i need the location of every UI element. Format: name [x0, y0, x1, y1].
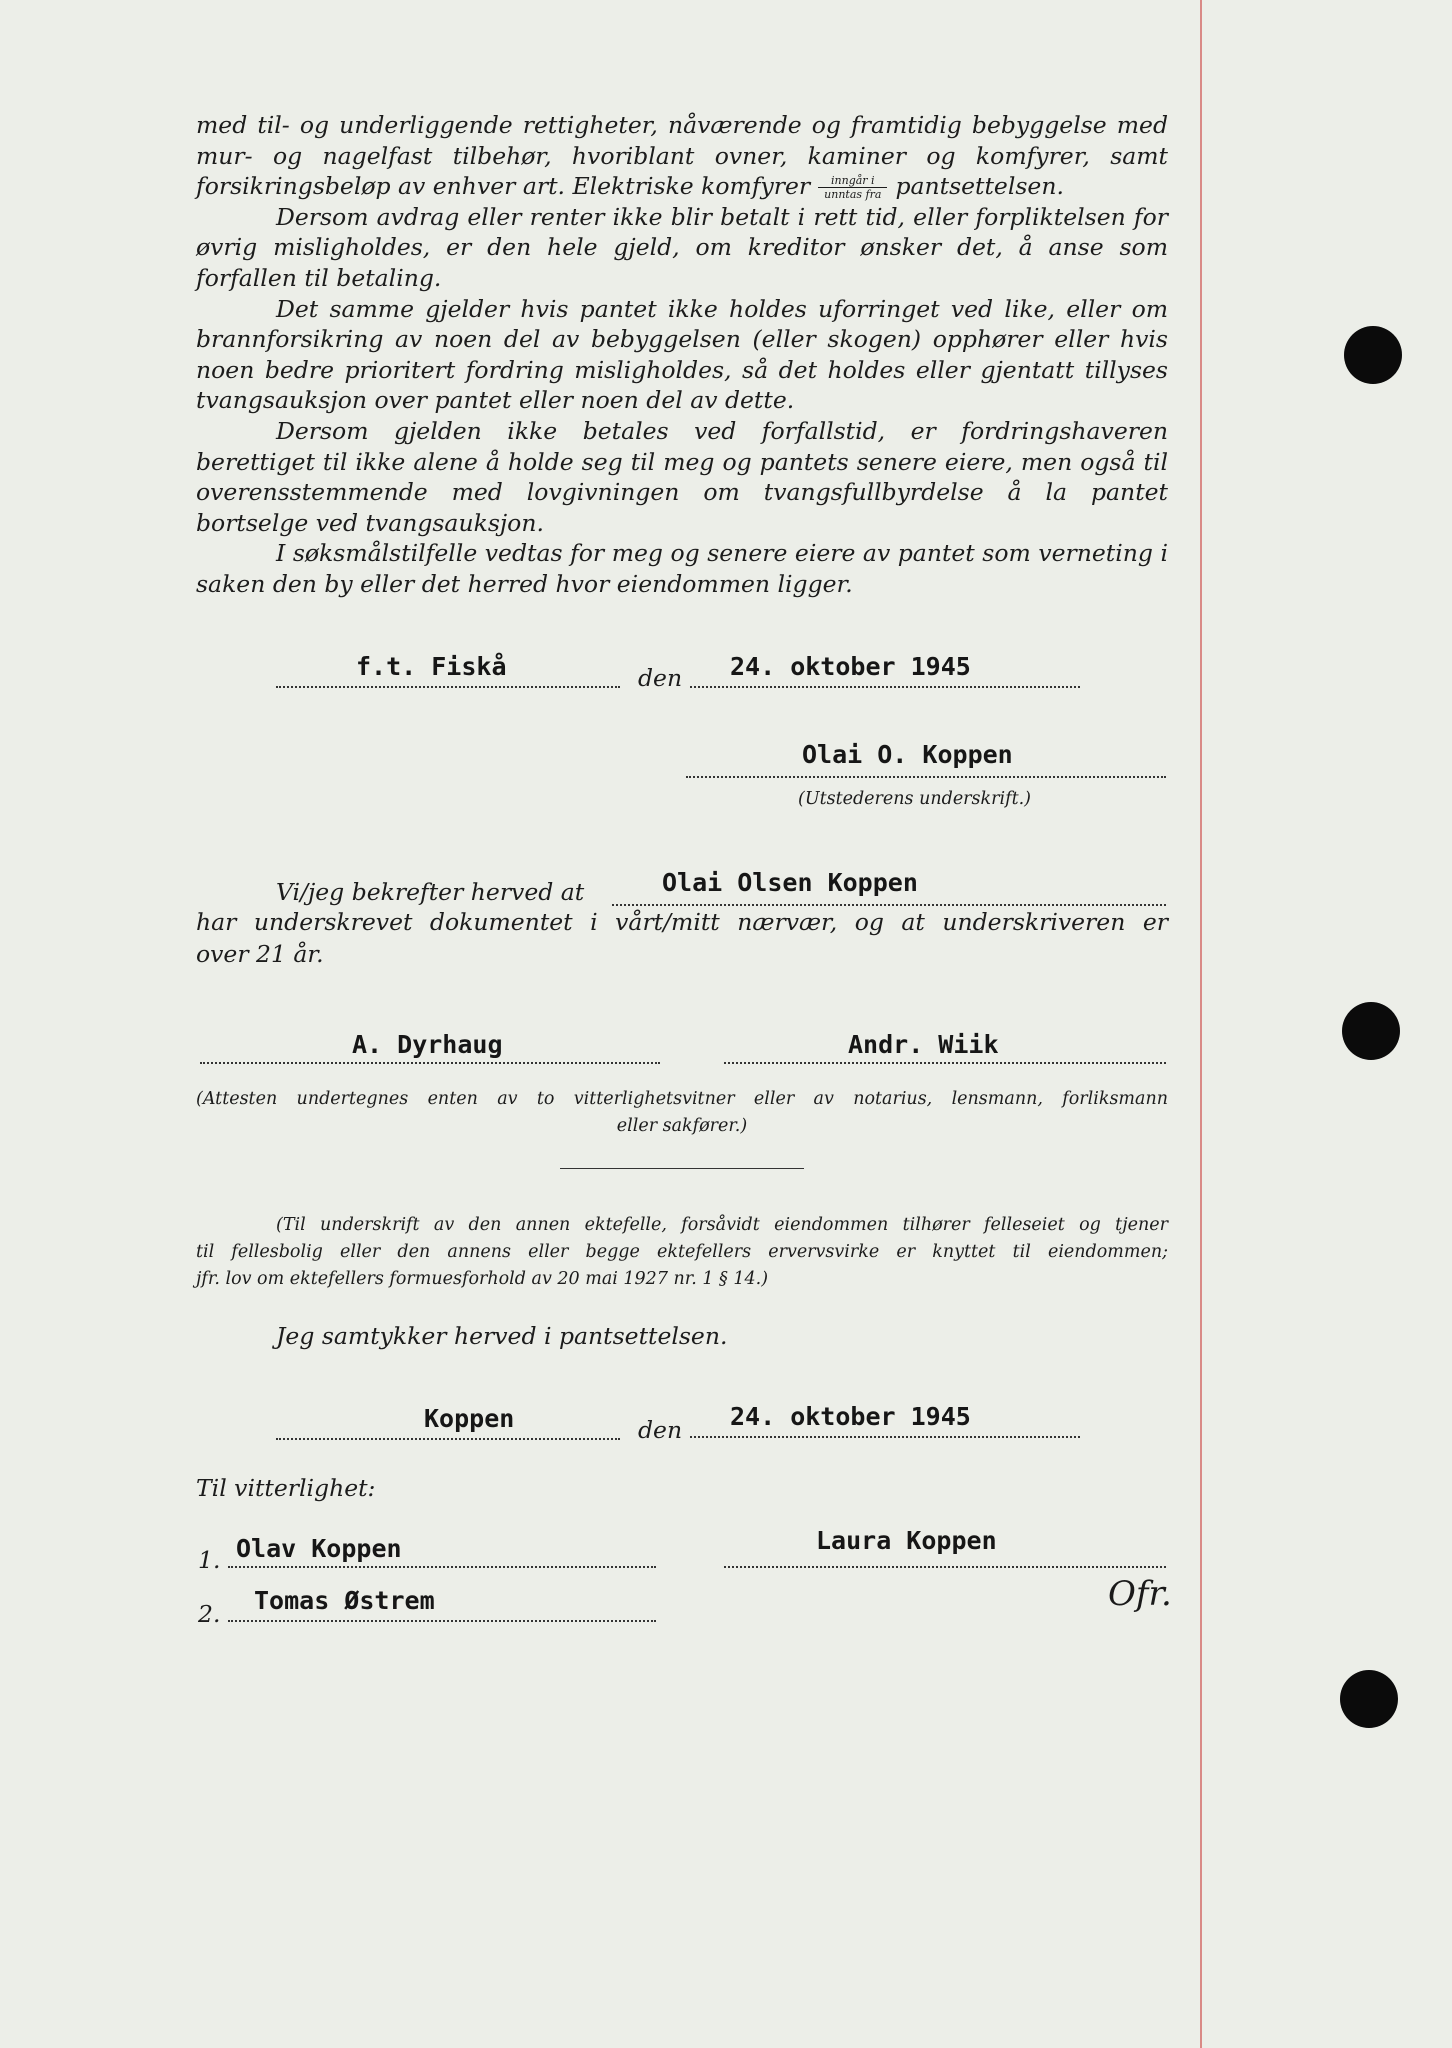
handwritten-mark: Ofr. [1108, 1574, 1172, 1614]
witness-left-dots [200, 1062, 660, 1064]
date-2-dots [690, 1436, 1080, 1438]
fraction-top: inngår i [818, 174, 887, 188]
body-text [196, 110, 1168, 600]
attest-dots-1 [228, 1566, 656, 1568]
confirm-dots [612, 904, 1166, 906]
witness-right-dots [724, 1062, 1166, 1064]
separator-line [560, 1168, 804, 1169]
den-label-1: den [638, 664, 683, 692]
date-2: 24. oktober 1945 [730, 1402, 971, 1431]
punch-hole [1344, 326, 1402, 384]
attest-dots-2 [228, 1620, 656, 1622]
den-label-2: den [638, 1416, 683, 1444]
issuer-name: Olai O. Koppen [802, 740, 1013, 769]
spouse-dots [724, 1566, 1166, 1568]
punch-hole [1342, 1002, 1400, 1060]
confirm-lead: Vi/jeg bekrefter herved at [276, 878, 585, 906]
confirm-line-2: over 21 år. [196, 940, 324, 968]
paragraph-1-text: med til- og underliggende rettigheter, nåværende og framtidig bebyggelse med mur- og nagelfast tilbehør, hvoriblant ovner, kaminer og komfyrer, samt forsikringsbeløp av enhver art. Elektriske komfyrer [196, 111, 1168, 201]
punch-hole [1340, 1670, 1398, 1728]
paragraph-3: Det samme gjelder hvis pantet ikke holdes uforringet ved like, eller om brannforsikring av noen del av bebyggelsen (eller skogen) opphører eller hvis noen bedre prioritert fordring misligholdes, så det holdes eller gjentatt tillyses tvangsauksjon over pantet eller noen del av dette. [196, 294, 1168, 415]
witness-right: Andr. Wiik [848, 1030, 999, 1059]
confirm-line-1: har underskrevet dokumentet i vårt/mitt nærvær, og at underskriveren er [196, 908, 1168, 936]
choice-fraction [818, 174, 887, 201]
spouse-signature: Laura Koppen [816, 1526, 997, 1555]
place-2-dots [276, 1438, 620, 1440]
attest-witness-2: Tomas Østrem [254, 1586, 435, 1615]
margin-rule [1200, 0, 1202, 2048]
spouse-note-3: jfr. lov om ektefellers formuesforhold av 20 mai 1927 nr. 1 § 14.) [196, 1269, 769, 1289]
witness-note-2: eller sakfører.) [616, 1116, 748, 1136]
confirm-name: Olai Olsen Koppen [662, 868, 918, 897]
issuer-dots [686, 776, 1166, 778]
paragraph-1 [196, 110, 1168, 202]
witness-note-1: (Attesten undertegnes enten av to vitterlighetsvitner eller av notarius, lensmann, forliksmann [196, 1089, 1168, 1109]
paragraph-1-end: pantsettelsen. [895, 172, 1064, 201]
attest-number-2: 2. [198, 1600, 221, 1628]
place-2: Koppen [424, 1404, 515, 1433]
attest-witness-1: Olav Koppen [236, 1534, 402, 1563]
issuer-caption: (Utstederens underskrift.) [798, 789, 1031, 809]
attest-number-1: 1. [198, 1546, 221, 1574]
date-dots [690, 686, 1080, 688]
paragraph-4: Dersom gjelden ikke betales ved forfallstid, er fordringshaveren berettiget til ikke alene å holde seg til meg og pantets senere eiere, men også til overensstemmende med lovgivningen om tvangsfullbyrdelse å la pantet bortselge ved tvangsauksjon. [196, 416, 1168, 537]
date-1: 24. oktober 1945 [730, 652, 971, 681]
witness-left: A. Dyrhaug [352, 1030, 503, 1059]
place-dots [276, 686, 620, 688]
spouse-note-1: (Til underskrift av den annen ektefelle, forsåvidt eiendommen tilhører felleseiet og tjener [276, 1215, 1168, 1235]
fraction-bottom: unntas fra [824, 188, 882, 202]
attest-heading: Til vitterlighet: [196, 1474, 376, 1502]
paragraph-2: Dersom avdrag eller renter ikke blir betalt i rett tid, eller forpliktelsen for øvrig misligholdes, er den hele gjeld, om kreditor ønsker det, å anse som forfallen til betaling. [196, 202, 1168, 292]
place-1: f.t. Fiskå [356, 652, 507, 681]
paragraph-5: I søksmålstilfelle vedtas for meg og senere eiere av pantet som verneting i saken den by eller det herred hvor eiendommen ligger. [196, 539, 1168, 598]
consent-text: Jeg samtykker herved i pantsettelsen. [276, 1322, 728, 1350]
spouse-note-2: til fellesbolig eller den annens eller begge ektefellers ervervsvirke er knyttet til eiendommen; [196, 1242, 1168, 1262]
